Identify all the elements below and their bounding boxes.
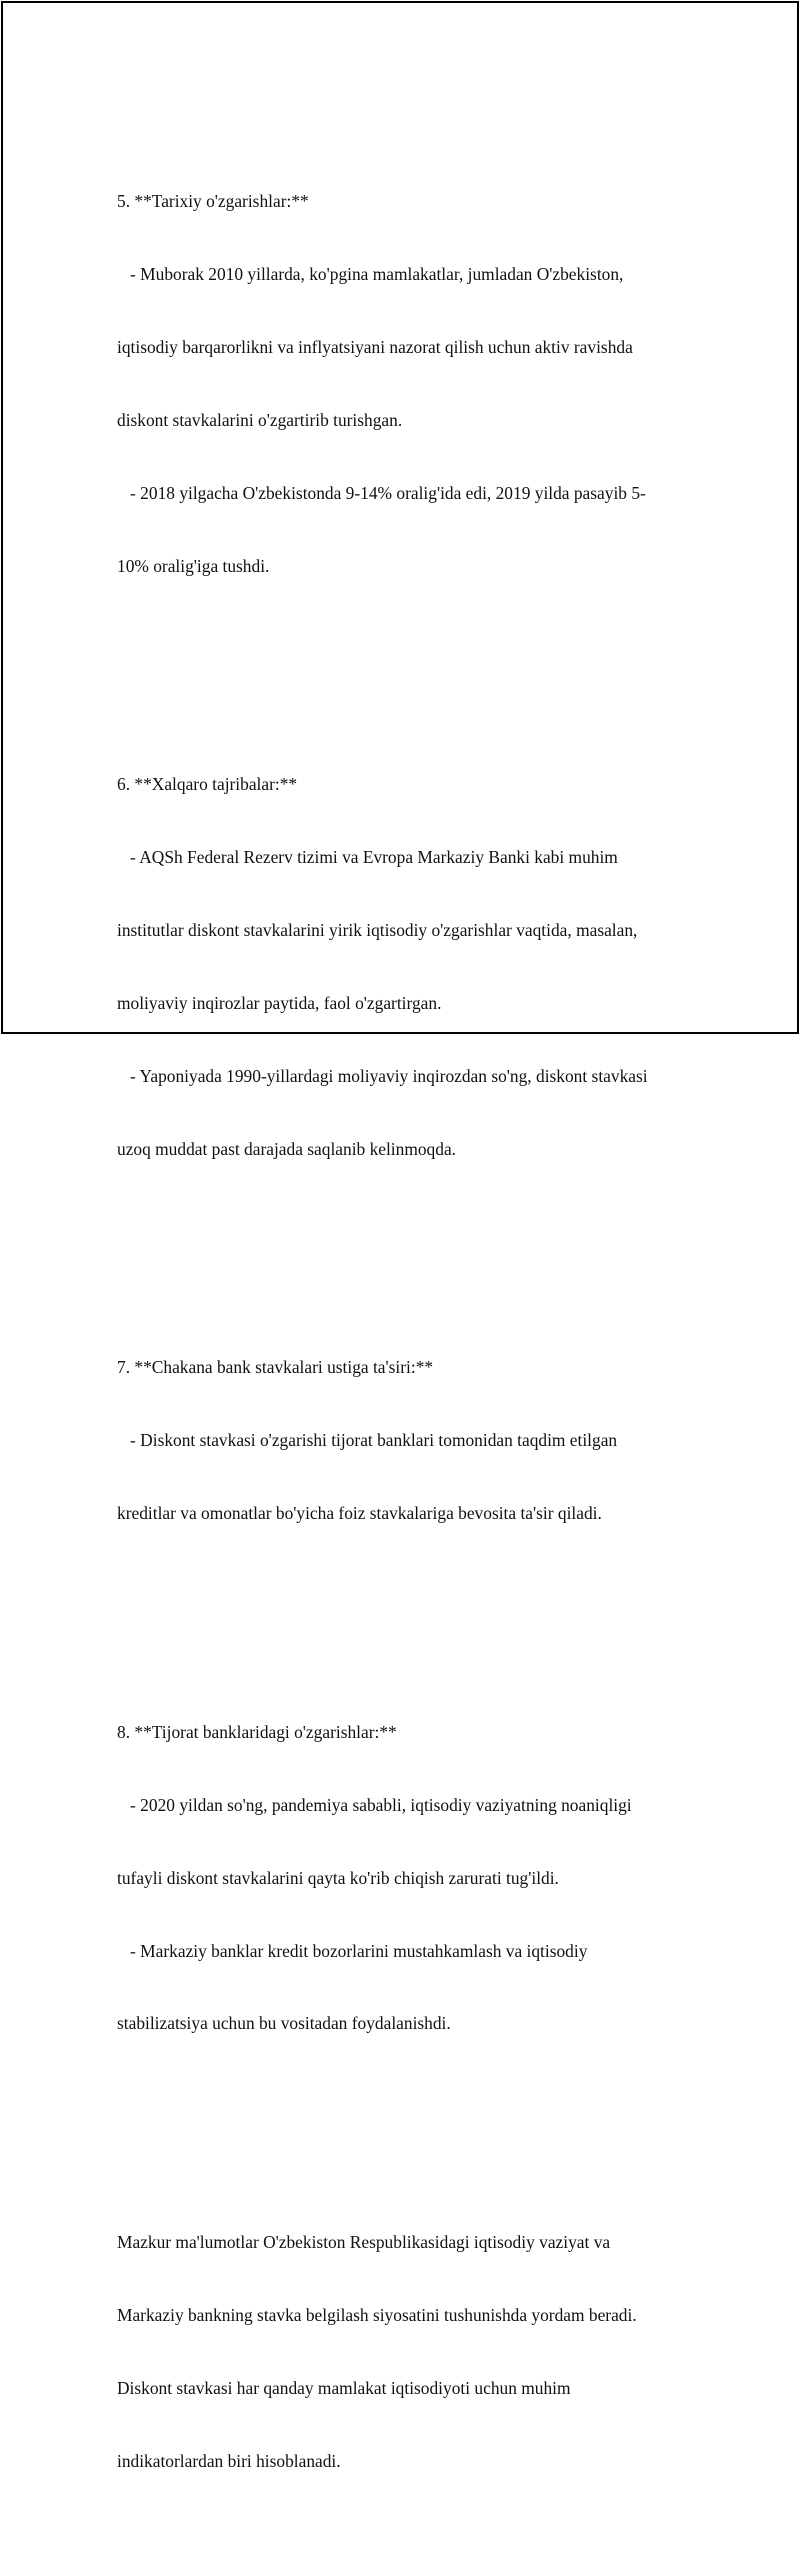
paragraph-line: iqtisodiy barqarorlikni va inflyatsiyani nazorat qilish uchun aktiv ravishda xyxy=(117,336,633,357)
paragraph-line: tufayli diskont stavkalarini qayta ko'rib chiqish zarurati tug'ildi. xyxy=(117,1867,559,1888)
document-body xyxy=(117,92,687,2570)
section-heading: 8. **Tijorat banklaridagi o'zgarishlar:** xyxy=(117,1721,397,1742)
paragraph-line: - Diskont stavkasi o'zgarishi tijorat banklari tomonidan taqdim etilgan xyxy=(117,1430,618,1451)
paragraph-line: Mazkur ma'lumotlar O'zbekiston Respublikasidagi iqtisodiy vaziyat va xyxy=(117,2232,611,2253)
section-commercial-bank-changes xyxy=(117,1671,687,2084)
section-heading: 7. **Chakana bank stavkalari ustiga ta'siri:** xyxy=(117,1357,434,1378)
paragraph-line: uzoq muddat past darajada saqlanib kelinmoqda. xyxy=(117,1138,457,1159)
paragraph-line: - 2018 yilgacha O'zbekistonda 9-14% oralig'ida edi, 2019 yilda pasayib 5- xyxy=(117,482,646,503)
section-retail-bank-rates xyxy=(117,1307,687,1574)
section-international-experience xyxy=(117,724,687,1210)
paragraph-line: moliyaviy inqirozlar paytida, faol o'zgartirgan. xyxy=(117,992,442,1013)
paragraph-line: kreditlar va omonatlar bo'yicha foiz stavkalariga bevosita ta'sir qiladi. xyxy=(117,1503,602,1524)
paragraph-line: 10% oralig'iga tushdi. xyxy=(117,555,270,576)
paragraph-line: - Yaponiyada 1990-yillardagi moliyaviy inqirozdan so'ng, diskont stavkasi xyxy=(117,1065,648,1086)
section-conclusion xyxy=(117,2182,687,2522)
paragraph-line: stabilizatsiya uchun bu vositadan foydalanishdi. xyxy=(117,2013,451,2034)
paragraph-line: diskont stavkalarini o'zgartirib turishgan. xyxy=(117,409,403,430)
section-heading: 6. **Xalqaro tajribalar:** xyxy=(117,774,298,795)
paragraph-line: - Muborak 2010 yillarda, ko'pgina mamlakatlar, jumladan O'zbekiston, xyxy=(117,264,624,285)
paragraph-line: Diskont stavkasi har qanday mamlakat iqtisodiyoti uchun muhim xyxy=(117,2377,571,2398)
paragraph-line: - Markaziy banklar kredit bozorlarini mustahkamlash va iqtisodiy xyxy=(117,1940,588,1961)
paragraph-line: - 2020 yildan so'ng, pandemiya sababli, iqtisodiy vaziyatning noaniqligi xyxy=(117,1794,632,1815)
section-historical-changes xyxy=(117,141,687,627)
paragraph-line: Markaziy bankning stavka belgilash siyosatini tushunishda yordam beradi. xyxy=(117,2305,637,2326)
section-heading: 5. **Tarixiy o'zgarishlar:** xyxy=(117,191,309,212)
paragraph-line: - AQSh Federal Rezerv tizimi va Evropa Markaziy Banki kabi muhim xyxy=(117,847,618,868)
paragraph-line: indikatorlardan biri hisoblanadi. xyxy=(117,2450,341,2471)
paragraph-line: institutlar diskont stavkalarini yirik iqtisodiy o'zgarishlar vaqtida, masalan, xyxy=(117,920,638,941)
